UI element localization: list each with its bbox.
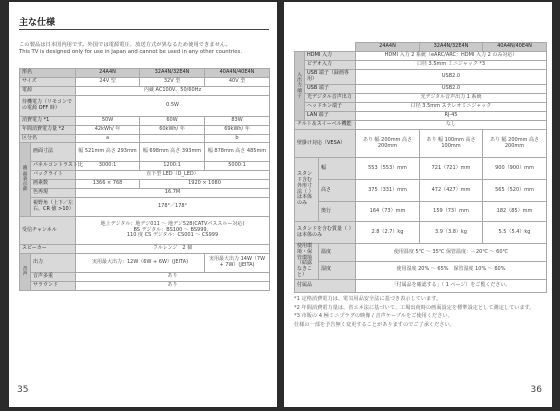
row-lan: LAN 端子 RJ-45 (295, 112, 547, 121)
row-pixels: 画素数 1366 × 768 1920 × 1080 (20, 180, 270, 189)
row-video: ビデオ入力 口径 3.5mm ミニジャック *3 (295, 61, 547, 70)
footnote-1: *1 定格消費電力は、電気用品安全法に基づき表示しています。 (294, 296, 442, 302)
row-humidity: 湿度 使用湿度 20% ～ 65% 保管湿度 10% ～ 60% (295, 261, 547, 279)
page-36 (284, 2, 552, 407)
row-standby: 待機電力（リモコンでの電源 OFF 時） 0.5W (20, 96, 270, 117)
row-speaker: スピーカー フルレンジ 2 個 (20, 245, 270, 254)
footnote-2: *2 年間消費電力量は、省エネ法に基づいて、工場出荷時の画面設定を標準設定として測定しています。 (294, 304, 535, 311)
row-annual: 年間消費電力量 *2 42kWh/ 年 60kWh/ 年 69kWh/ 年 (20, 126, 270, 135)
row-weight: スタンドを含む質量（ ）は本体のみ 2.8（2.7）kg 3.9（3.8）kg 5.5（5.4）kg (295, 222, 547, 244)
row-power: 電源 内蔵 AC100V、50/60Hz (20, 87, 270, 96)
footnote-3: *3 市販の 4 極ミニプラグの映像 / 音声ケーブルをご使用ください。 (294, 313, 453, 319)
row-backlight: バックライト 直下型 LED（D_LED） (20, 171, 270, 180)
spec-table-left (19, 68, 270, 291)
row-headphone: ヘッドホン端子 口径 3.5mm ステレオミニジャック (295, 103, 547, 112)
footnotes (294, 295, 546, 329)
row-channels: 受信チャンネル 地上デジタル：地デジ011 ～ 地デジ528(CATVパススルー対応) BS デジタル：BS100 ～ BS999、 110 度 CS デジタル：CS001 ～ CS999 (20, 217, 270, 245)
spec-change-notice: 仕様の一部を予告無く変更することがありますのでご了承ください。 (294, 321, 455, 328)
intro-text (19, 42, 269, 55)
row-viewing-angle: 視野角（上下／左右、CR 値 >10） 178°／178° (20, 198, 270, 217)
row-contrast: パネルコントラスト比 3000:1 1200:1 5000:1 (20, 162, 270, 171)
row-output: 音声 出力 実用最大出力：12W（6W + 6W）(JEITA) 実用最大出力 14W（7W + 7W）(JEITA) (20, 254, 270, 273)
row-accessory: 付属品 「付属品を確認する」（ 1 ページ）をご覧ください。 (295, 279, 547, 292)
row-optical: 光デジタル音声出力 光デジタル音声出力 1 系統 (295, 94, 547, 103)
row-usb: USB 端子 USB2.0 (295, 85, 547, 94)
page-number: 36 (530, 385, 542, 395)
page-title: 主な仕様 (19, 18, 56, 28)
row-tilt: チルト＆スイーベル機能 なし (295, 121, 547, 130)
page-35 (9, 2, 277, 407)
row-colors: 色再現 16.7M (20, 189, 270, 198)
row-size: サイズ 24V 型 32V 型 40V 型 (20, 78, 270, 87)
row-hdmi: 入出力端子 HDMI 入力 HDMI 入力 2 系統（eARC/ARC：HDMI 入力 2 のみ対応） (295, 52, 547, 61)
row-depth: 奥行 164（73）mm 159（73）mm 182（85）mm (295, 202, 547, 222)
row-vesa: 壁掛け対応（VESA） あり 幅 200mm 高さ 200mm あり 幅 100mm 高さ 100mm あり 幅 200mm 高さ 200mm (295, 130, 547, 158)
intro-japanese: この製品は日本国内用です。外国では電源電圧、放送方式が異なるため使用できません。 (19, 42, 231, 48)
row-consumption: 消費電力 *1 50W 60W 83W (20, 117, 270, 126)
row-surround: サラウンド あり (20, 282, 270, 291)
row-category: 区分名 a b (20, 135, 270, 143)
row-model: 24A4N 32A4N/32E4N 40A4N/40E4N (295, 43, 547, 52)
row-height: 高さ 375（331）mm 472（427）mm 565（520）mm (295, 180, 547, 202)
row-model: 形名 24A4N 32A4N/32E4N 40A4N/40E4N (20, 69, 270, 78)
title-rule (19, 29, 269, 30)
page-number: 35 (17, 385, 29, 395)
row-temperature: 使用環境・保管環境（結露なきこと） 温度 使用温度 5℃ ～ 35℃ 保管温度：－20℃ ～ 60℃ (295, 244, 547, 262)
row-usb-recording: USB 端子（録画専用） USB2.0 (295, 70, 547, 85)
row-multiplex: 音声多重 あり (20, 273, 270, 282)
row-dimensions: 液晶表示部 画面寸法 幅 521mm 高さ 293mm 幅 698mm 高さ 393mm 幅 878mm 高さ 485mm (20, 143, 270, 162)
intro-english: This TV is designed only for use in Japan and cannot be used in any other countries. (19, 48, 242, 55)
row-width: スタンド含む外形寸法（ ）は本体のみ 幅 553（553）mm 721（721）mm 900（900）mm (295, 158, 547, 180)
spec-table-right (294, 42, 547, 293)
